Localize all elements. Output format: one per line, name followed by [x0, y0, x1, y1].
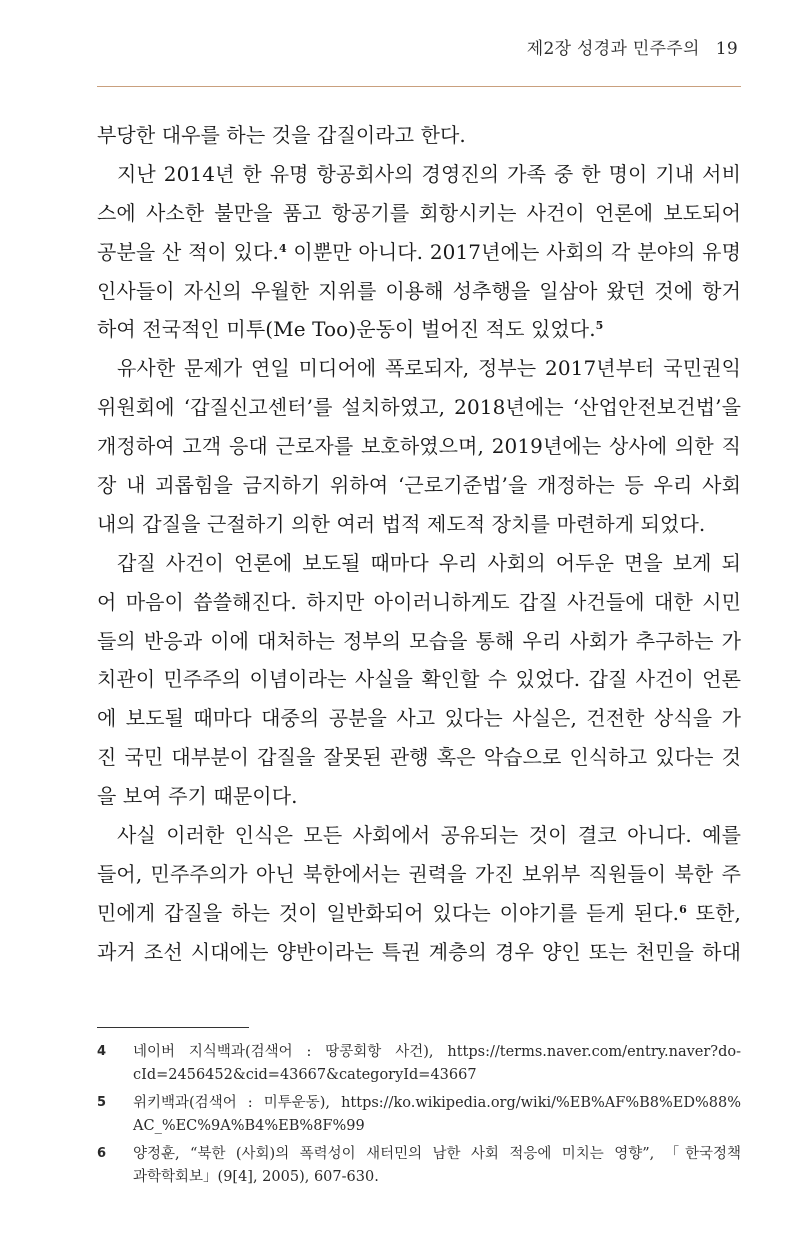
footnote-text: cId=2456452&cid=43667&categoryId=43667: [133, 1066, 477, 1083]
footnote-text: 위키백과(검색어 : 미투운동), https://ko.wikipedia.org/wiki/%EB%AF%B8%ED%88%: [133, 1095, 741, 1111]
text-line: 유사한 문제가 연일 미디어에 폭로되자, 정부는 2017년부터 국민권익: [117, 356, 741, 381]
footnotes: [97, 1041, 741, 1194]
text-line: 민에게 갑질을 하는 것이 일반화되어 있다는 이야기를 듣게 된다.$^6$ 또한,: [97, 900, 741, 925]
footnote-number: 4: [97, 1044, 107, 1059]
footnote-6: [97, 1143, 741, 1188]
footnote-text: 네이버 지식백과(검색어 : 땅콩회항 사건), https://terms.naver.com/entry.naver?do-: [133, 1044, 741, 1060]
text-line: 진 국민 대부분이 갑질을 잘못된 관행 혹은 악습으로 인식하고 있다는 것: [97, 745, 741, 770]
footnote-text: AC_%EC%9A%B4%EB%8F%99: [133, 1117, 365, 1134]
text-line: 공분을 산 적이 있다.$^4$ 이뿐만 아니다. 2017년에는 사회의 각 분야의 유명: [97, 239, 741, 264]
footnote-divider: [97, 1027, 249, 1028]
text-line: 하여 전국적인 미투(Me Too)운동이 벌어진 적도 있었다.$^5$: [97, 317, 604, 342]
footnote-ref-6[interactable]: 6: [679, 902, 687, 916]
text-line: 들어, 민주주의가 아닌 북한에서는 권력을 가진 보위부 직원들이 북한 주: [97, 861, 741, 886]
text-line: 치관이 민주주의 이념이라는 사실을 확인할 수 있었다. 갑질 사건이 언론: [97, 667, 741, 692]
footnote-number: 5: [97, 1095, 107, 1110]
running-header: [527, 34, 738, 59]
text-line: 장 내 괴롭힘을 금지하기 위하여 ‘근로기준법’을 개정하는 등 우리 사회: [97, 473, 741, 498]
header-divider: [97, 86, 741, 87]
text-line: 갑질 사건이 언론에 보도될 때마다 우리 사회의 어두운 면을 보게 되: [117, 550, 741, 575]
text-line: 위원회에 ‘갑질신고센터’를 설치하였고, 2018년에는 ‘산업안전보건법’을: [97, 395, 741, 420]
footnote-ref-4[interactable]: 4: [278, 241, 287, 255]
text-line: 들의 반응과 이에 대처하는 정부의 모습을 통해 우리 사회가 추구하는 가: [97, 628, 741, 653]
text-line: 부당한 대우를 하는 것을 갑질이라고 한다.: [97, 123, 466, 147]
body-text: [97, 116, 741, 972]
text-line: 지난 2014년 한 유명 항공회사의 경영진의 가족 중 한 명이 기내 서비: [117, 161, 741, 186]
text-line: 에 보도될 때마다 대중의 공분을 사고 있다는 사실은, 건전한 상식을 가: [97, 706, 741, 731]
text-line: 어 마음이 씁쓸해진다. 하지만 아이러니하게도 갑질 사건들에 대한 시민: [97, 589, 741, 614]
text-line: 사실 이러한 인식은 모든 사회에서 공유되는 것이 결코 아니다. 예를: [117, 823, 741, 848]
footnote-text: 양정훈, “북한 (사회)의 폭력성이 새터민의 남한 사회 적응에 미치는 영향”, 「한국정책: [133, 1146, 741, 1162]
footnote-ref-5[interactable]: 5: [595, 319, 604, 333]
chapter-title: 제2장 성경과 민주주의: [526, 39, 700, 59]
footnote-number: 6: [97, 1146, 107, 1161]
text-line: 스에 사소한 불만을 품고 항공기를 회항시키는 사건이 언론에 보도되어: [97, 200, 741, 225]
footnote-4: [97, 1041, 741, 1086]
text-line: 을 보여 주기 때문이다.: [97, 784, 298, 809]
text-line: 내의 갑질을 근절하기 의한 여러 법적 제도적 장치를 마련하게 되었다.: [97, 511, 706, 536]
page-number: 19: [715, 39, 738, 59]
text-line: 과거 조선 시대에는 양반이라는 특권 계층의 경우 양인 또는 천민을 하대: [97, 939, 741, 964]
text-line: 개정하여 고객 응대 근로자를 보호하였으며, 2019년에는 상사에 의한 직: [97, 434, 741, 459]
footnote-5: [97, 1092, 741, 1137]
text-line: 인사들이 자신의 우월한 지위를 이용해 성추행을 일삼아 왔던 것에 항거: [97, 278, 741, 303]
footnote-text: 과학학회보」(9[4], 2005), 607-630.: [133, 1168, 379, 1185]
